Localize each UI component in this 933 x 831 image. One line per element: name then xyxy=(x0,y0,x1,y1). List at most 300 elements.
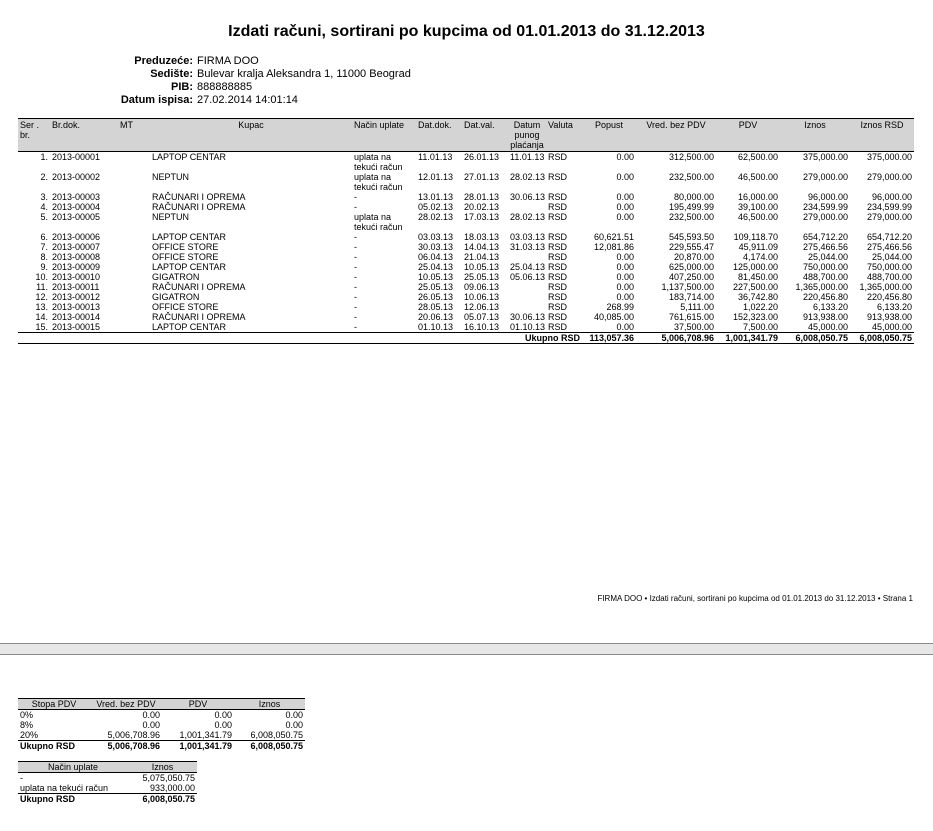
cell-value-date: 28.01.13 xyxy=(464,192,500,202)
total-value-excl-vat: 5,006,708.96 xyxy=(636,333,716,344)
cell-payment-method: - xyxy=(354,282,357,292)
vat-cell-vat: 1,001,341.79 xyxy=(162,730,234,741)
col-header-doc-date: Dat.dok. xyxy=(416,119,462,152)
cell-vat: 45,911.09 xyxy=(738,242,778,252)
cell-mt xyxy=(118,232,150,242)
cell-mt xyxy=(118,282,150,292)
vat-cell-value: 0.00 xyxy=(142,710,160,720)
cell-amount: 25,044.00 xyxy=(807,252,848,262)
payment-summary-total-row xyxy=(18,794,197,805)
cell-doc-date: 20.06.13 xyxy=(418,312,454,322)
cell-doc-date: 01.10.13 xyxy=(416,322,462,333)
cell-amount-rsd: 654,712.20 xyxy=(866,232,912,242)
col-header-currency: Valuta xyxy=(546,119,582,152)
vat-total-value: 5,006,708.96 xyxy=(107,741,160,751)
cell-doc-date: 28.02.13 xyxy=(418,212,454,222)
col-header-amount: Iznos xyxy=(780,119,850,152)
cell-discount: 0.00 xyxy=(616,272,634,282)
cell-amount: 6,133.20 xyxy=(812,302,848,312)
table-row xyxy=(18,152,914,173)
cell-amount: 654,712.20 xyxy=(802,232,848,242)
invoice-rows xyxy=(18,152,914,333)
cell-vat: 62,500.00 xyxy=(737,152,778,162)
report-page-2 xyxy=(0,655,933,831)
payment-cell-amount: 5,075,050.75 xyxy=(142,773,195,783)
cell-mt xyxy=(118,262,150,272)
cell-customer: LAPTOP CENTAR xyxy=(152,262,227,272)
vat-summary-row xyxy=(18,720,305,730)
cell-amount: 279,000.00 xyxy=(802,172,848,182)
cell-serial: 14. xyxy=(35,312,48,322)
cell-vat: 109,118.70 xyxy=(733,232,778,242)
cell-value-excl-vat: 1,137,500.00 xyxy=(661,282,714,292)
table-row xyxy=(18,302,914,312)
vat-cell-rate: 0% xyxy=(20,710,34,720)
cell-serial: 2. xyxy=(40,172,48,182)
cell-amount-rsd: 488,700.00 xyxy=(866,272,912,282)
cell-payment-method: - xyxy=(354,292,357,302)
cell-payment-method: - xyxy=(354,272,357,282)
payment-total-label: Ukupno RSD xyxy=(20,794,75,804)
company-label: Preduzeće: xyxy=(134,55,193,67)
cell-amount-rsd: 913,938.00 xyxy=(866,312,912,322)
cell-doc-number: 2013-00001 xyxy=(52,152,101,162)
vat-cell-rate: 20% xyxy=(18,730,90,741)
col-header-full-payment-date: Datum punog plaćanja xyxy=(508,119,546,152)
cell-payment-method: uplata na tekući račun xyxy=(354,152,403,172)
cell-doc-number: 2013-00012 xyxy=(52,292,101,302)
cell-amount-rsd: 220,456.80 xyxy=(866,292,912,302)
cell-value-date: 05.07.13 xyxy=(464,312,500,322)
cell-customer: RAČUNARI I OPREMA xyxy=(152,312,246,322)
cell-doc-date: 26.05.13 xyxy=(418,292,454,302)
cell-vat: 7,500.00 xyxy=(716,322,780,333)
vat-summary-header xyxy=(18,699,305,710)
cell-amount: 96,000.00 xyxy=(807,192,848,202)
cell-amount: 220,456.80 xyxy=(802,292,848,302)
cell-amount-rsd: 375,000.00 xyxy=(866,152,912,162)
cell-full-payment-date xyxy=(508,302,546,312)
cell-amount-rsd: 96,000.00 xyxy=(871,192,912,202)
cell-discount: 0.00 xyxy=(616,152,634,162)
cell-mt xyxy=(118,322,150,333)
payment-header-method: Način uplate xyxy=(18,762,128,773)
cell-vat: 227,500.00 xyxy=(732,282,778,292)
cell-doc-number: 2013-00004 xyxy=(52,202,101,212)
cell-full-payment-date: 28.02.13 xyxy=(510,212,546,222)
cell-value-excl-vat: 232,500.00 xyxy=(668,212,714,222)
cell-mt xyxy=(118,292,150,302)
table-row xyxy=(18,312,914,322)
cell-customer: OFFICE STORE xyxy=(152,242,219,252)
cell-value-date: 21.04.13 xyxy=(464,252,500,262)
cell-value-excl-vat: 5,111.00 xyxy=(680,302,714,312)
cell-serial: 15. xyxy=(18,322,50,333)
payment-cell-method: uplata na tekući račun xyxy=(18,783,128,794)
cell-amount-rsd: 6,133.20 xyxy=(876,302,912,312)
cell-doc-date: 25.05.13 xyxy=(418,282,454,292)
cell-serial: 8. xyxy=(40,252,48,262)
address-label: Sedište: xyxy=(150,68,193,80)
cell-mt xyxy=(118,302,150,312)
cell-currency: RSD xyxy=(548,272,568,282)
vat-header-vat: PDV xyxy=(162,699,234,710)
cell-value-excl-vat: 37,500.00 xyxy=(636,322,716,333)
cell-currency: RSD xyxy=(548,202,568,212)
cell-value-excl-vat: 183,714.00 xyxy=(668,292,714,302)
cell-discount: 268.99 xyxy=(606,302,634,312)
cell-doc-number: 2013-00014 xyxy=(52,312,101,322)
cell-amount: 234,599.99 xyxy=(802,202,848,212)
cell-mt xyxy=(118,272,150,282)
table-total-row xyxy=(18,333,914,344)
cell-doc-date: 11.01.13 xyxy=(418,152,453,162)
cell-amount-rsd: 45,000.00 xyxy=(850,322,914,333)
cell-serial: 1. xyxy=(40,152,48,162)
cell-doc-number: 2013-00003 xyxy=(52,192,101,202)
cell-value-date: 10.05.13 xyxy=(464,262,500,272)
cell-value-date: 14.04.13 xyxy=(464,242,500,252)
vat-cell-amount: 0.00 xyxy=(285,720,303,730)
cell-payment-method: - xyxy=(354,262,357,272)
cell-doc-number: 2013-00010 xyxy=(52,272,101,282)
cell-doc-number: 2013-00005 xyxy=(52,212,101,222)
cell-currency: RSD xyxy=(548,192,568,202)
cell-value-date: 12.06.13 xyxy=(464,302,500,312)
cell-vat: 46,500.00 xyxy=(737,212,778,222)
col-header-value-excl-vat: Vred. bez PDV xyxy=(636,119,716,152)
cell-amount: 750,000.00 xyxy=(802,262,848,272)
cell-customer: NEPTUN xyxy=(152,172,190,182)
cell-doc-date: 06.04.13 xyxy=(418,252,454,262)
cell-customer: OFFICE STORE xyxy=(152,252,219,262)
cell-value-excl-vat: 545,593.50 xyxy=(668,232,714,242)
payment-header-amount: Iznos xyxy=(128,762,197,773)
company-info xyxy=(20,55,411,107)
cell-serial: 6. xyxy=(40,232,48,242)
vat-cell-amount: 0.00 xyxy=(285,710,303,720)
cell-vat: 81,450.00 xyxy=(737,272,778,282)
vat-total-vat: 1,001,341.79 xyxy=(179,741,232,751)
cell-currency: RSD xyxy=(548,312,568,322)
cell-amount-rsd: 279,000.00 xyxy=(866,212,912,222)
invoice-table xyxy=(18,118,914,344)
cell-full-payment-date: 01.10.13 xyxy=(510,322,546,332)
cell-vat: 16,000.00 xyxy=(737,192,778,202)
cell-currency: RSD xyxy=(548,172,568,182)
cell-full-payment-date: 11.01.13 xyxy=(510,152,545,162)
vat-header-amount: Iznos xyxy=(234,699,305,710)
total-vat: 1,001,341.79 xyxy=(716,333,780,344)
col-header-value-date: Dat.val. xyxy=(462,119,508,152)
cell-discount: 60,621.51 xyxy=(593,232,634,242)
cell-full-payment-date xyxy=(508,292,546,302)
print-date-row xyxy=(20,94,411,107)
cell-payment-method: - xyxy=(354,242,357,252)
cell-doc-date: 10.05.13 xyxy=(418,272,454,282)
cell-value-date: 17.03.13 xyxy=(464,212,500,222)
table-row xyxy=(18,172,914,192)
cell-discount: 40,085.00 xyxy=(593,312,634,322)
vat-cell-value: 0.00 xyxy=(142,720,160,730)
cell-amount-rsd: 750,000.00 xyxy=(866,262,912,272)
cell-mt xyxy=(118,312,150,322)
cell-customer: LAPTOP CENTAR xyxy=(152,152,227,162)
cell-value-excl-vat: 761,615.00 xyxy=(668,312,714,322)
cell-value-excl-vat: 232,500.00 xyxy=(668,172,714,182)
cell-discount: 0.00 xyxy=(616,212,634,222)
cell-value-excl-vat: 407,250.00 xyxy=(668,272,714,282)
address-row xyxy=(20,68,411,81)
cell-amount: 45,000.00 xyxy=(780,322,850,333)
cell-serial: 13. xyxy=(35,302,48,312)
cell-value-date: 09.06.13 xyxy=(464,282,500,292)
cell-currency: RSD xyxy=(548,232,568,242)
cell-value-date: 25.05.13 xyxy=(464,272,500,282)
cell-amount-rsd: 1,365,000.00 xyxy=(859,282,912,292)
cell-serial: 4. xyxy=(40,202,48,212)
cell-full-payment-date xyxy=(508,202,546,212)
cell-payment-method: uplata na tekući račun xyxy=(354,172,403,192)
table-row xyxy=(18,212,914,232)
cell-amount-rsd: 234,599.99 xyxy=(866,202,912,212)
cell-payment-method: - xyxy=(354,192,357,202)
cell-doc-number: 2013-00006 xyxy=(52,232,101,242)
cell-payment-method: - xyxy=(352,322,416,333)
cell-value-date: 16.10.13 xyxy=(462,322,508,333)
cell-payment-method: - xyxy=(354,232,357,242)
payment-summary-table xyxy=(18,761,197,804)
total-amount-rsd: 6,008,050.75 xyxy=(850,333,914,344)
table-row xyxy=(18,252,914,262)
cell-value-date: 26.01.13 xyxy=(464,152,500,162)
cell-discount: 0.00 xyxy=(616,282,634,292)
cell-discount: 0.00 xyxy=(616,262,634,272)
cell-mt xyxy=(118,192,150,202)
cell-discount: 0.00 xyxy=(582,322,636,333)
cell-doc-date: 28.05.13 xyxy=(418,302,454,312)
pib-value: 888888885 xyxy=(197,81,253,93)
cell-doc-number: 2013-00008 xyxy=(52,252,101,262)
cell-amount: 375,000.00 xyxy=(802,152,848,162)
cell-value-date: 20.02.13 xyxy=(464,202,500,212)
cell-doc-date: 13.01.13 xyxy=(418,192,454,202)
cell-customer: GIGATRON xyxy=(152,292,200,302)
cell-value-excl-vat: 80,000.00 xyxy=(673,192,714,202)
cell-vat: 152,323.00 xyxy=(732,312,778,322)
cell-full-payment-date: 30.06.13 xyxy=(510,312,546,322)
cell-full-payment-date: 31.03.13 xyxy=(510,242,546,252)
cell-vat: 36,742.80 xyxy=(737,292,778,302)
cell-value-excl-vat: 229,555.47 xyxy=(668,242,714,252)
cell-doc-number: 2013-00013 xyxy=(52,302,101,312)
cell-serial: 9. xyxy=(40,262,48,272)
cell-currency: RSD xyxy=(548,302,568,312)
col-header-doc-number: Br.dok. xyxy=(50,119,118,152)
vat-header-value: Vred. bez PDV xyxy=(90,699,162,710)
table-row xyxy=(18,282,914,292)
cell-currency: RSD xyxy=(548,212,568,222)
page-separator xyxy=(0,643,933,655)
vat-header-rate: Stopa PDV xyxy=(18,699,90,710)
cell-payment-method: - xyxy=(354,312,357,322)
cell-payment-method: - xyxy=(354,252,357,262)
cell-doc-date: 30.03.13 xyxy=(418,242,454,252)
print-date-value: 27.02.2014 14:01:14 xyxy=(197,94,298,106)
cell-amount: 1,365,000.00 xyxy=(795,282,848,292)
cell-currency: RSD xyxy=(548,262,568,272)
cell-discount: 0.00 xyxy=(616,252,634,262)
cell-amount-rsd: 25,044.00 xyxy=(871,252,912,262)
payment-summary-rows xyxy=(18,773,197,794)
invoice-table-wrapper xyxy=(18,118,914,344)
cell-doc-date: 05.02.13 xyxy=(418,202,454,212)
table-row xyxy=(18,322,914,333)
vat-summary-row xyxy=(18,710,305,721)
cell-payment-method: - xyxy=(354,202,357,212)
vat-cell-rate: 8% xyxy=(20,720,34,730)
col-header-serial: Ser . br. xyxy=(18,119,50,152)
page-footer: FIRMA DOO • Izdati računi, sortirani po kupcima od 01.01.2013 do 31.12.2013 • Strana 1 xyxy=(597,594,913,603)
cell-doc-number: 2013-00002 xyxy=(52,172,101,182)
vat-summary-row xyxy=(18,730,305,741)
cell-currency: RSD xyxy=(548,152,568,162)
cell-doc-number: 2013-00007 xyxy=(52,242,101,252)
cell-serial: 7. xyxy=(40,242,48,252)
col-header-vat: PDV xyxy=(716,119,780,152)
cell-doc-date: 25.04.13 xyxy=(418,262,454,272)
cell-amount: 275,466.56 xyxy=(802,242,848,252)
vat-summary-table xyxy=(18,698,305,751)
cell-serial: 3. xyxy=(40,192,48,202)
cell-amount: 488,700.00 xyxy=(802,272,848,282)
cell-discount: 0.00 xyxy=(616,202,634,212)
col-header-mt: MT xyxy=(118,119,150,152)
table-row xyxy=(18,272,914,282)
company-value: FIRMA DOO xyxy=(197,55,259,67)
cell-amount-rsd: 279,000.00 xyxy=(866,172,912,182)
cell-amount: 279,000.00 xyxy=(802,212,848,222)
cell-mt xyxy=(118,152,150,173)
table-row xyxy=(18,232,914,242)
cell-vat: 39,100.00 xyxy=(737,202,778,212)
cell-full-payment-date: 05.06.13 xyxy=(510,272,546,282)
pib-label: PIB: xyxy=(171,81,193,93)
cell-full-payment-date: 25.04.13 xyxy=(510,262,546,272)
total-amount: 6,008,050.75 xyxy=(780,333,850,344)
table-row xyxy=(18,202,914,212)
col-header-payment-method: Način uplate xyxy=(352,119,416,152)
col-header-amount-rsd: Iznos RSD xyxy=(850,119,914,152)
payment-summary-row xyxy=(18,783,197,794)
address-value: Bulevar kralja Aleksandra 1, 11000 Beograd xyxy=(197,68,411,80)
cell-full-payment-date xyxy=(508,252,546,262)
vat-cell-amount: 6,008,050.75 xyxy=(234,730,305,741)
col-header-customer: Kupac xyxy=(150,119,352,152)
payment-summary-row xyxy=(18,773,197,784)
table-row xyxy=(18,192,914,202)
table-header-row xyxy=(18,119,914,152)
payment-total-amount: 6,008,050.75 xyxy=(142,794,195,804)
cell-mt xyxy=(118,242,150,252)
cell-vat: 125,000.00 xyxy=(732,262,778,272)
total-discount: 113,057.36 xyxy=(582,333,636,344)
cell-doc-number: 2013-00011 xyxy=(52,282,100,292)
vat-summary-total-row xyxy=(18,741,305,752)
cell-value-excl-vat: 195,499.99 xyxy=(668,202,714,212)
vat-total-label: Ukupno RSD xyxy=(20,741,75,751)
cell-serial: 10. xyxy=(35,272,48,282)
cell-mt xyxy=(118,172,150,192)
payment-cell-method: - xyxy=(20,773,23,783)
cell-customer: OFFICE STORE xyxy=(152,302,219,312)
cell-vat: 1,022.20 xyxy=(742,302,778,312)
col-header-discount: Popust xyxy=(582,119,636,152)
cell-mt xyxy=(118,202,150,212)
report-title: Izdati računi, sortirani po kupcima od 01.01.2013 do 31.12.2013 xyxy=(228,23,705,40)
total-label: Ukupno RSD xyxy=(18,333,582,344)
payment-cell-amount: 933,000.00 xyxy=(128,783,197,794)
cell-doc-date: 12.01.13 xyxy=(418,172,454,182)
cell-customer: RAČUNARI I OPREMA xyxy=(152,282,246,292)
cell-serial: 12. xyxy=(35,292,48,302)
cell-amount-rsd: 275,466.56 xyxy=(866,242,912,252)
payment-summary-header xyxy=(18,762,197,773)
cell-serial: 5. xyxy=(40,212,48,222)
table-row xyxy=(18,242,914,252)
cell-discount: 0.00 xyxy=(616,172,634,182)
cell-payment-method: uplata na tekući račun xyxy=(354,212,403,232)
cell-currency: RSD xyxy=(548,242,568,252)
vat-cell-vat: 0.00 xyxy=(214,720,232,730)
cell-full-payment-date: 30.06.13 xyxy=(510,192,546,202)
cell-discount: 12,081.86 xyxy=(593,242,634,252)
cell-doc-number: 2013-00009 xyxy=(52,262,101,272)
cell-full-payment-date: 03.03.13 xyxy=(510,232,546,242)
cell-full-payment-date xyxy=(508,282,546,292)
cell-value-excl-vat: 20,870.00 xyxy=(673,252,714,262)
cell-doc-date: 03.03.13 xyxy=(418,232,454,242)
vat-summary-rows xyxy=(18,710,305,741)
cell-vat: 46,500.00 xyxy=(737,172,778,182)
cell-doc-number: 2013-00015 xyxy=(50,322,118,333)
cell-discount: 0.00 xyxy=(616,292,634,302)
table-row xyxy=(18,292,914,302)
cell-value-date: 18.03.13 xyxy=(464,232,500,242)
cell-mt xyxy=(118,212,150,232)
cell-currency: RSD xyxy=(546,322,582,333)
cell-currency: RSD xyxy=(548,292,568,302)
cell-payment-method: - xyxy=(354,302,357,312)
cell-currency: RSD xyxy=(548,282,568,292)
cell-serial: 11. xyxy=(36,282,48,292)
cell-customer: RAČUNARI I OPREMA xyxy=(152,192,246,202)
cell-amount: 913,938.00 xyxy=(802,312,848,322)
cell-value-excl-vat: 625,000.00 xyxy=(668,262,714,272)
cell-customer: LAPTOP CENTAR xyxy=(152,232,227,242)
cell-currency: RSD xyxy=(548,252,568,262)
cell-customer: GIGATRON xyxy=(152,272,200,282)
cell-full-payment-date: 28.02.13 xyxy=(510,172,546,182)
cell-customer: LAPTOP CENTAR xyxy=(150,322,352,333)
cell-customer: NEPTUN xyxy=(152,212,190,222)
print-date-label: Datum ispisa: xyxy=(120,94,193,106)
company-row xyxy=(20,55,411,68)
cell-discount: 0.00 xyxy=(616,192,634,202)
cell-value-date: 27.01.13 xyxy=(464,172,500,182)
vat-cell-vat: 0.00 xyxy=(214,710,232,720)
cell-customer: RAČUNARI I OPREMA xyxy=(152,202,246,212)
